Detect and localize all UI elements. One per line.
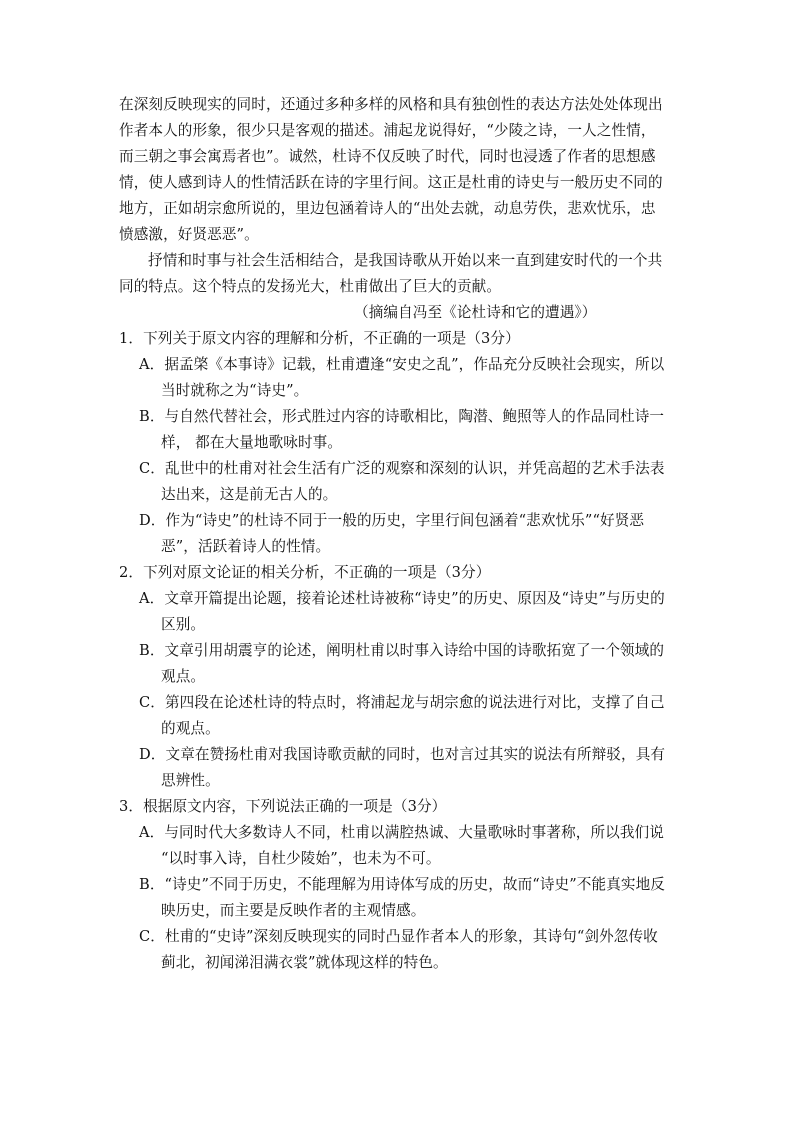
option-text: A．据孟棨《本事诗》记载，杜甫遭逢“安史之乱”，作品充分反映社会现实，所以: [139, 356, 665, 373]
passage: [119, 92, 679, 326]
option-text: 样， 都在大量地歌咏时事。: [161, 434, 343, 451]
option-a[interactable]: [119, 820, 679, 872]
option-a[interactable]: [119, 586, 679, 638]
text-line: 而三朝之事会寓焉者也”。诚然，杜诗不仅反映了时代，同时也浸透了作者的思想感: [119, 148, 656, 165]
option-text: 思辨性。: [161, 772, 220, 789]
option-d[interactable]: [119, 742, 679, 794]
text-line: 在深刻反映现实的同时，还通过多种多样的风格和具有独创性的表达方法处处体现出: [119, 96, 663, 113]
option-text: B．与自然代替社会，形式胜过内容的诗歌相比，陶潜、鲍照等人的作品同杜诗一: [139, 408, 665, 425]
document-page: [119, 92, 679, 976]
option-text: A．与同时代大多数诗人不同，杜甫以满腔热诚、大量歌咏时事著称，所以我们说: [139, 824, 664, 841]
option-b[interactable]: [119, 872, 679, 924]
text-line: 同的特点。这个特点的发扬光大，杜甫做出了巨大的贡献。: [119, 278, 502, 295]
option-text: A．文章开篇提出论题，接着论述杜诗被称“诗史”的历史、原因及“诗史”与历史的: [139, 590, 665, 607]
question-stem: 3．根据原文内容，下列说法正确的一项是（3分）: [119, 798, 447, 815]
option-text: B．“诗史”不同于历史，不能理解为用诗体写成的历史，故而“诗史”不能真实地反: [139, 876, 665, 893]
option-b[interactable]: [119, 638, 679, 690]
option-text: 观点。: [161, 668, 206, 685]
option-b[interactable]: [119, 404, 679, 456]
option-c[interactable]: [119, 456, 679, 508]
option-text: “以时事入诗，自杜少陵始”，也未为不可。: [161, 850, 441, 867]
option-text: D．作为“诗史”的杜诗不同于一般的历史，字里行间包涵着“悲欢忧乐”“好贤恶: [139, 512, 645, 529]
option-text: B．文章引用胡震亨的论述，阐明杜甫以时事入诗给中国的诗歌拓宽了一个领域的: [139, 642, 665, 659]
option-text: C．杜甫的“史诗”深刻反映现实的同时凸显作者本人的形象，其诗句“剑外忽传收: [139, 928, 658, 945]
option-text: 恶”，活跃着诗人的性情。: [161, 538, 331, 555]
option-text: 达出来，这是前无古人的。: [161, 486, 338, 503]
question-stem: 2．下列对原文论证的相关分析，不正确的一项是（3分）: [119, 564, 491, 581]
option-text: C．乱世中的杜甫对社会生活有广泛的观察和深刻的认识，并凭高超的艺术手法表: [139, 460, 665, 477]
text-line: 愤感激，好贤恶恶”。: [119, 226, 259, 243]
text-line: 地方，正如胡宗愈所说的，里边包涵着诗人的“出处去就，动息劳佚，悲欢忧乐，忠: [119, 200, 656, 217]
option-d[interactable]: [119, 508, 679, 560]
question-stem: 1．下列关于原文内容的理解和分析，不正确的一项是（3分）: [119, 330, 520, 347]
question-1: [119, 326, 679, 560]
option-text: 映历史，而主要是反映作者的主观情感。: [161, 902, 426, 919]
option-text: 的观点。: [161, 720, 220, 737]
option-text: 当时就称之为“诗史”。: [161, 382, 309, 399]
paragraph-2: [119, 248, 679, 300]
text-line: 作者本人的形象，很少只是客观的描述。浦起龙说得好，“少陵之诗，一人之性情，: [119, 122, 656, 139]
option-text: 区别。: [161, 616, 206, 633]
option-text: C．第四段在论述杜诗的特点时，将浦起龙与胡宗愈的说法进行对比，支撑了自己: [139, 694, 665, 711]
paragraph-1: [119, 92, 679, 248]
text-line: 抒情和时事与社会生活相结合，是我国诗歌从开始以来一直到建安时代的一个共: [148, 252, 663, 269]
question-3: [119, 794, 679, 976]
text-line: 情，使人感到诗人的性情活跃在诗的字里行间。这正是杜甫的诗史与一般历史不同的: [119, 174, 663, 191]
option-c[interactable]: [119, 924, 679, 976]
option-text: 蓟北，初闻涕泪满衣裳”就体现这样的特色。: [161, 954, 448, 971]
option-c[interactable]: [119, 690, 679, 742]
option-text: D．文章在赞扬杜甫对我国诗歌贡献的同时，也对言过其实的说法有所辩驳，具有: [139, 746, 666, 763]
source-citation: （摘编自冯至《论杜诗和它的遭遇》）: [354, 304, 597, 321]
question-2: [119, 560, 679, 794]
option-a[interactable]: [119, 352, 679, 404]
